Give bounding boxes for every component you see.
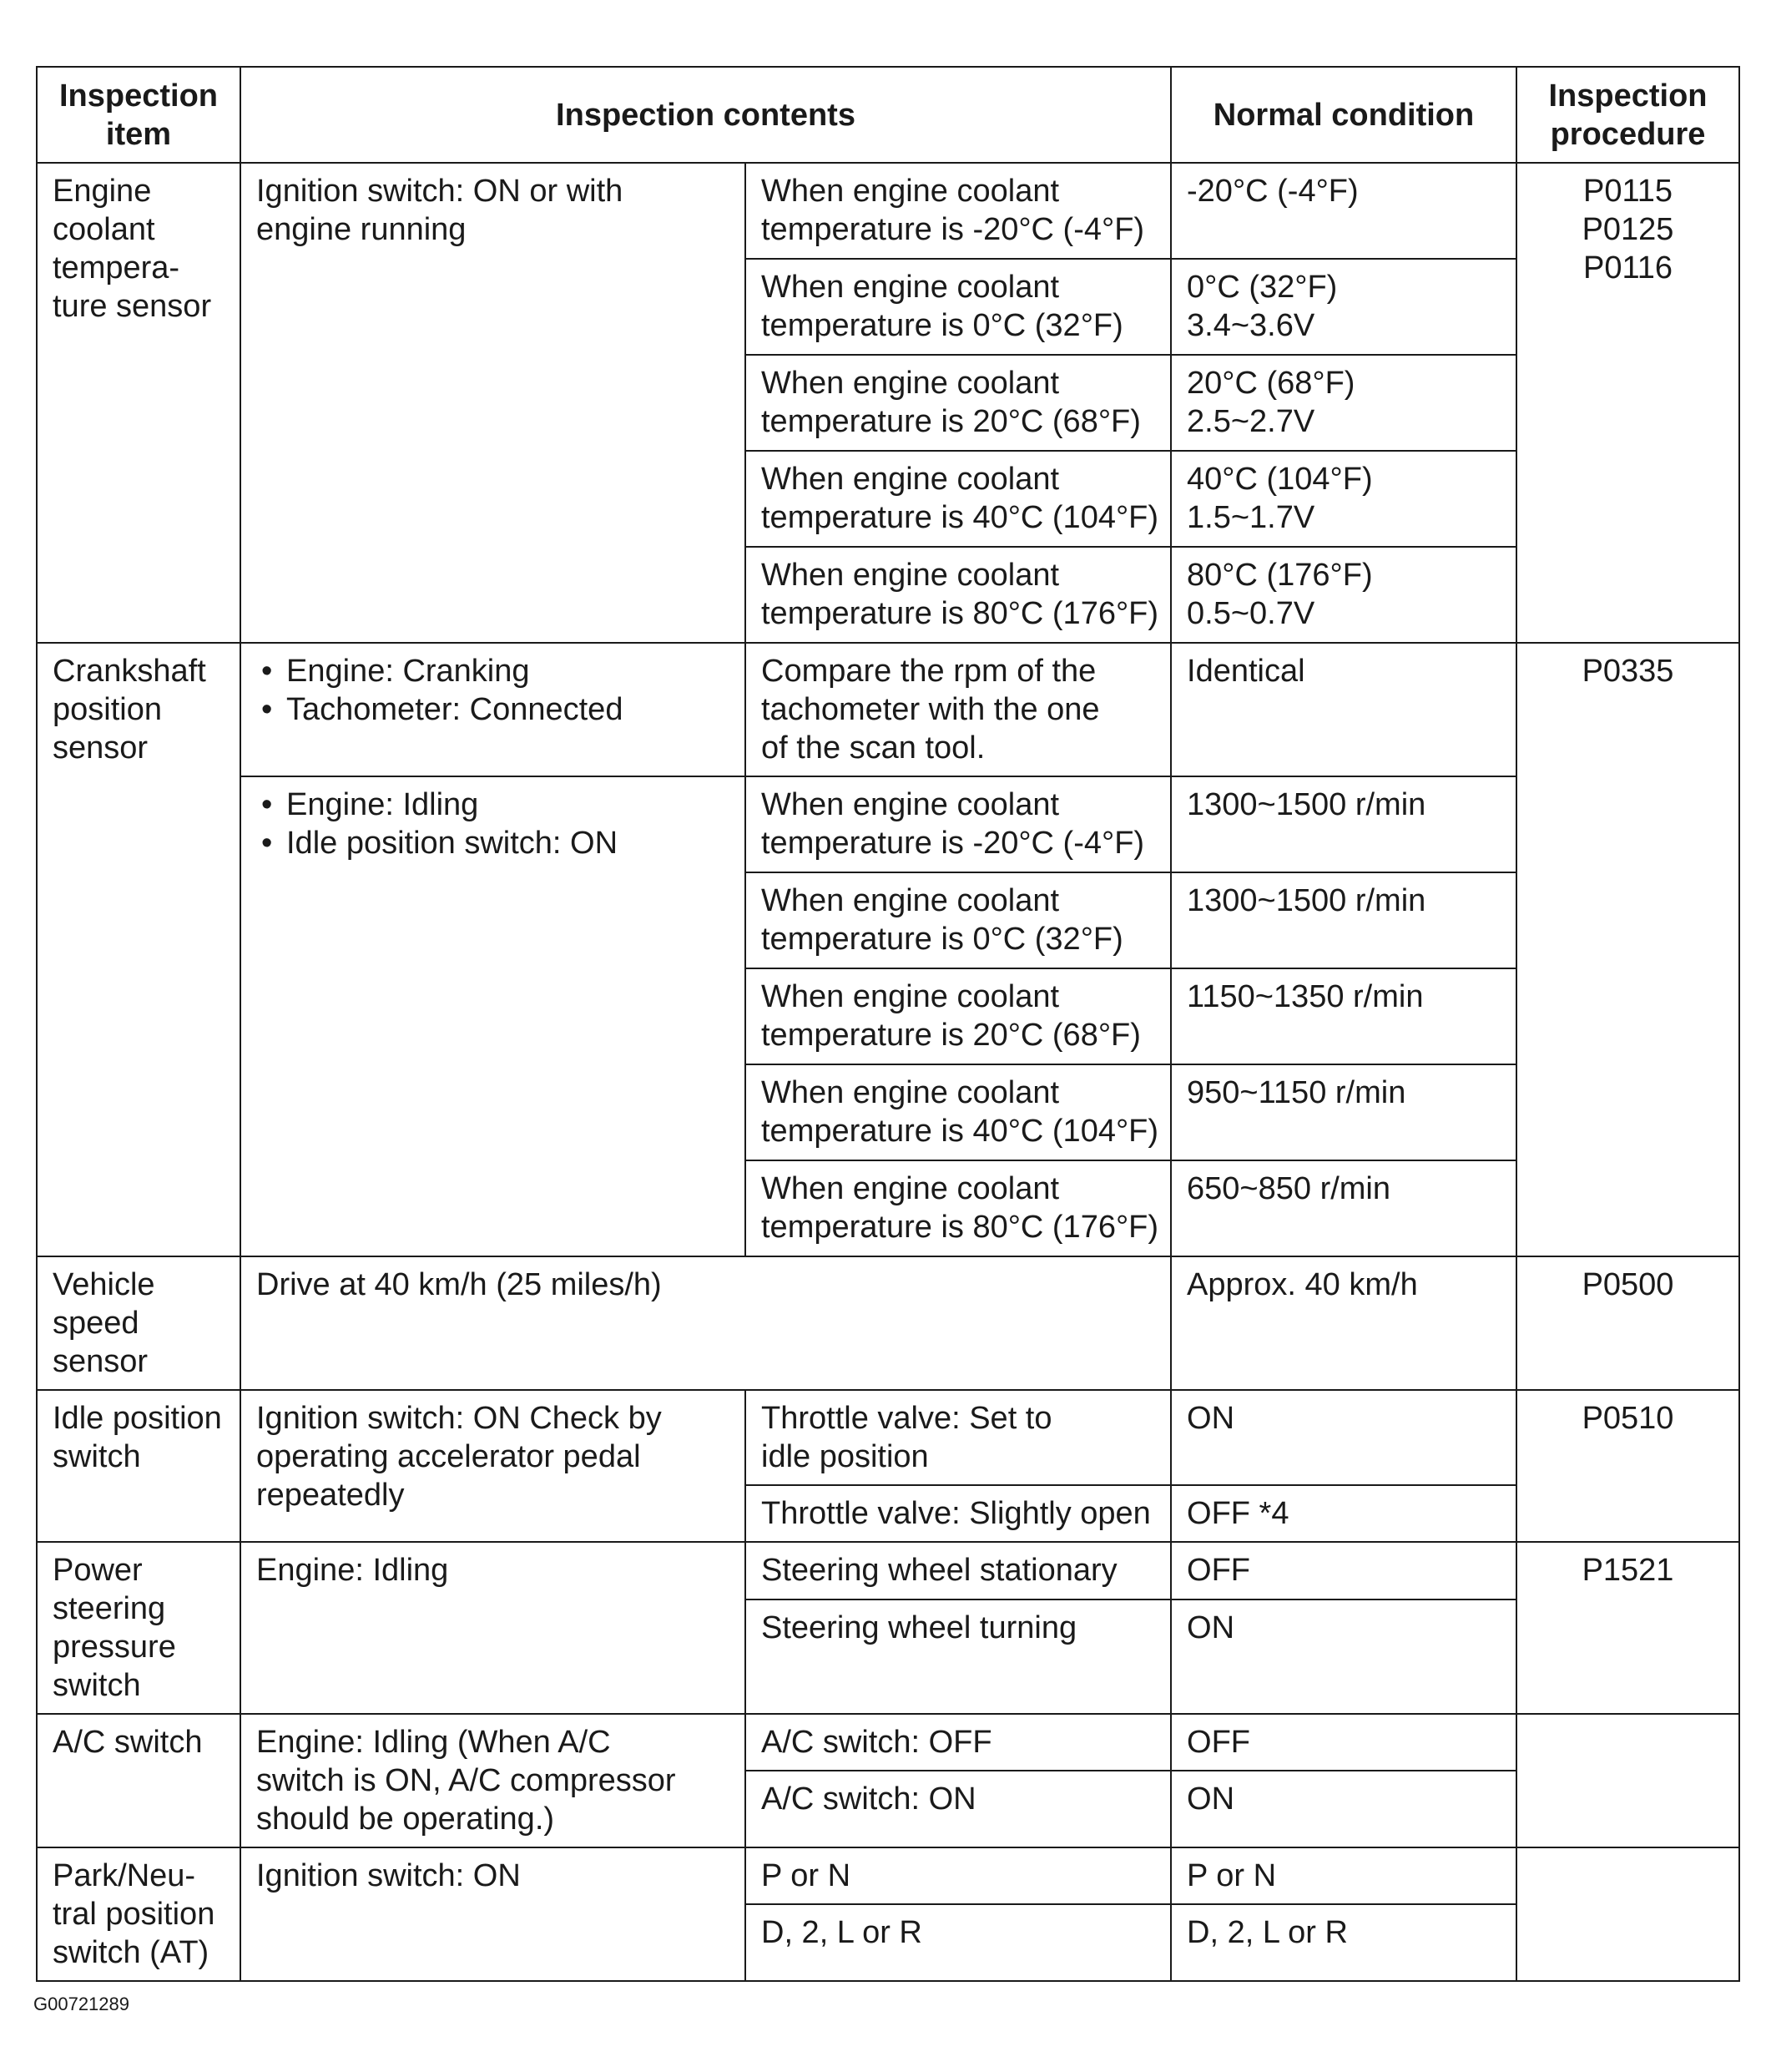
table-row — [37, 1542, 1739, 1599]
ect-procedure-cell: P0115 P0125 P0116 — [1516, 163, 1739, 643]
ect-when-cell: When engine coolant temperature is 80°C (176°F) — [745, 547, 1171, 643]
ect-normal-cell: 40°C (104°F) 1.5~1.7V — [1171, 451, 1516, 547]
ps-item-cell: Power steering pressure switch — [37, 1542, 240, 1714]
idle-normal-cell: OFF *4 — [1171, 1485, 1516, 1542]
vss-procedure-cell: P0500 — [1516, 1256, 1739, 1390]
ect-when-cell: When engine coolant temperature is 20°C (68°F) — [745, 355, 1171, 451]
ckp-cranking-condition-cell — [240, 643, 745, 776]
ckp-idling-condition-cell — [240, 776, 745, 1256]
table-row — [37, 163, 1739, 259]
ckp-normal-cell: 950~1150 r/min — [1171, 1064, 1516, 1160]
ps-procedure-cell: P1521 — [1516, 1542, 1739, 1714]
ps-condition-cell: Engine: Idling — [240, 1542, 745, 1714]
list-item: • Engine: Cranking — [286, 652, 729, 690]
list-item: • Engine: Idling — [286, 786, 729, 824]
figure-id-label: G00721289 — [33, 1994, 129, 2014]
ps-when-cell: Steering wheel turning — [745, 1599, 1171, 1714]
ect-normal-cell: -20°C (-4°F) — [1171, 163, 1516, 259]
idle-condition-cell: Ignition switch: ON Check by operating accelerator pedal repeatedly — [240, 1390, 745, 1542]
ckp-compare-cell: Compare the rpm of the tachometer with the one of the scan tool. — [745, 643, 1171, 776]
list-item: • Tachometer: Connected — [286, 690, 729, 729]
ps-normal-cell: ON — [1171, 1599, 1516, 1714]
vss-normal-cell: Approx. 40 km/h — [1171, 1256, 1516, 1390]
ckp-normal-cell: 1300~1500 r/min — [1171, 872, 1516, 968]
table-row — [37, 1714, 1739, 1771]
ckp-when-cell: When engine coolant temperature is 20°C (68°F) — [745, 968, 1171, 1064]
ac-item-cell: A/C switch — [37, 1714, 240, 1847]
header-normal-condition: Normal condition — [1171, 67, 1516, 163]
list-item: • Idle position switch: ON — [286, 824, 729, 862]
pn-condition-cell: Ignition switch: ON — [240, 1847, 745, 1981]
ckp-when-cell: When engine coolant temperature is -20°C (-4°F) — [745, 776, 1171, 872]
ckp-procedure-cell: P0335 — [1516, 643, 1739, 1256]
idle-item-cell: Idle position switch — [37, 1390, 240, 1542]
ac-condition-cell: Engine: Idling (When A/C switch is ON, A/C compressor should be operating.) — [240, 1714, 745, 1847]
vss-condition-cell: Drive at 40 km/h (25 miles/h) — [240, 1256, 1171, 1390]
ac-when-cell: A/C switch: ON — [745, 1771, 1171, 1847]
ect-when-cell: When engine coolant temperature is -20°C (-4°F) — [745, 163, 1171, 259]
idle-normal-cell: ON — [1171, 1390, 1516, 1485]
pn-when-cell: P or N — [745, 1847, 1171, 1904]
table-row — [37, 1390, 1739, 1485]
header-row — [37, 67, 1739, 163]
ect-normal-cell: 20°C (68°F) 2.5~2.7V — [1171, 355, 1516, 451]
ckp-when-cell: When engine coolant temperature is 40°C (104°F) — [745, 1064, 1171, 1160]
inspection-table — [36, 66, 1740, 1982]
header-inspection-procedure: Inspection procedure — [1516, 67, 1739, 163]
idle-when-cell: Throttle valve: Set to idle position — [745, 1390, 1171, 1485]
header-inspection-item: Inspection item — [37, 67, 240, 163]
pn-item-cell: Park/Neu- tral position switch (AT) — [37, 1847, 240, 1981]
table-row — [37, 643, 1739, 776]
pn-procedure-cell — [1516, 1847, 1739, 1981]
ac-procedure-cell — [1516, 1714, 1739, 1847]
ect-when-cell: When engine coolant temperature is 0°C (32°F) — [745, 259, 1171, 355]
table-row — [37, 1847, 1739, 1904]
ect-condition-cell: Ignition switch: ON or with engine running — [240, 163, 745, 643]
ckp-when-cell: When engine coolant temperature is 80°C (176°F) — [745, 1160, 1171, 1256]
header-inspection-contents: Inspection contents — [240, 67, 1171, 163]
ckp-normal-cell: 1150~1350 r/min — [1171, 968, 1516, 1064]
ps-when-cell: Steering wheel stationary — [745, 1542, 1171, 1599]
pn-when-cell: D, 2, L or R — [745, 1904, 1171, 1981]
table-row — [37, 776, 1739, 872]
ac-normal-cell: OFF — [1171, 1714, 1516, 1771]
ckp-normal-cell: 1300~1500 r/min — [1171, 776, 1516, 872]
idle-procedure-cell: P0510 — [1516, 1390, 1739, 1542]
ect-normal-cell: 80°C (176°F) 0.5~0.7V — [1171, 547, 1516, 643]
ac-when-cell: A/C switch: OFF — [745, 1714, 1171, 1771]
ckp-when-cell: When engine coolant temperature is 0°C (32°F) — [745, 872, 1171, 968]
idle-when-cell: Throttle valve: Slightly open — [745, 1485, 1171, 1542]
ckp-compare-normal-cell: Identical — [1171, 643, 1516, 776]
pn-normal-cell: P or N — [1171, 1847, 1516, 1904]
ps-normal-cell: OFF — [1171, 1542, 1516, 1599]
table-row — [37, 1256, 1739, 1390]
ect-item-cell: Engine coolant tempera- ture sensor — [37, 163, 240, 643]
ac-normal-cell: ON — [1171, 1771, 1516, 1847]
vss-item-cell: Vehicle speed sensor — [37, 1256, 240, 1390]
ect-normal-cell: 0°C (32°F) 3.4~3.6V — [1171, 259, 1516, 355]
ckp-item-cell: Crankshaft position sensor — [37, 643, 240, 1256]
pn-normal-cell: D, 2, L or R — [1171, 1904, 1516, 1981]
ckp-normal-cell: 650~850 r/min — [1171, 1160, 1516, 1256]
ect-when-cell: When engine coolant temperature is 40°C (104°F) — [745, 451, 1171, 547]
